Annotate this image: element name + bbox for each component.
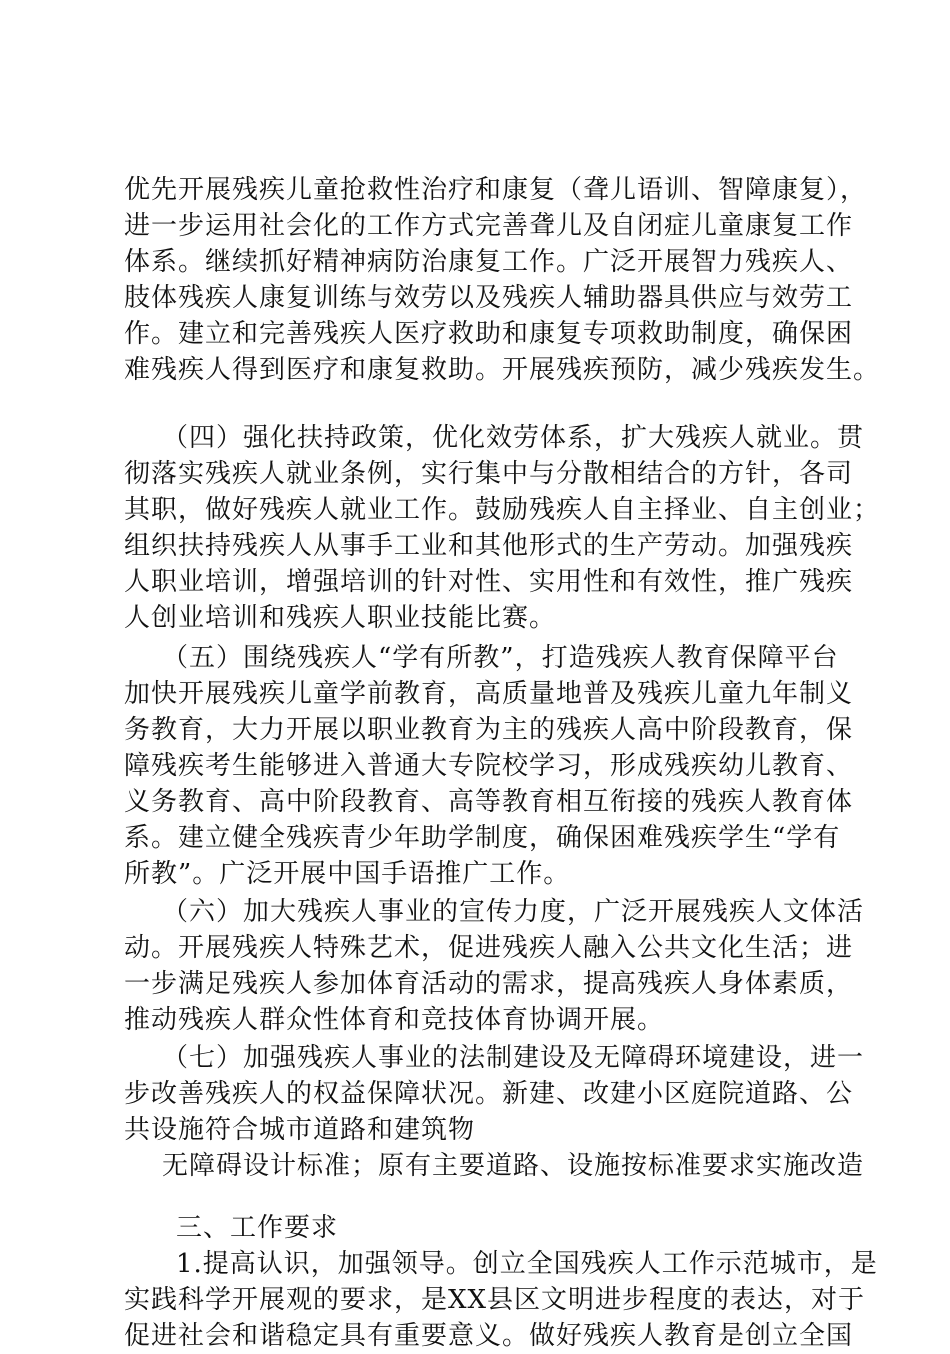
paragraph-line: 推动残疾人群众性体育和竞技体育协调开展。 — [124, 1005, 665, 1035]
paragraph-line: （五）围绕残疾人“学有所教”，打造残疾人教育保障平台 — [162, 643, 839, 673]
paragraph-line: 障残疾考生能够进入普通大专院校学习，形成残疾幼儿教育、 — [124, 751, 854, 781]
paragraph-line: 体系。继续抓好精神病防治康复工作。广泛开展智力残疾人、 — [124, 247, 854, 277]
paragraph-line: 其职，做好残疾人就业工作。鼓励残疾人自主择业、自主创业； — [124, 495, 881, 525]
paragraph-line: 人创业培训和残疾人职业技能比赛。 — [124, 603, 557, 633]
paragraph-line: 动。开展残疾人特殊艺术，促进残疾人融入公共文化生活；进 — [124, 933, 854, 963]
paragraph-line: 1.提高认识，加强领导。创立全国残疾人工作示范城市，是 — [176, 1249, 878, 1279]
paragraph-line: 共设施符合城市道路和建筑物 — [124, 1115, 476, 1145]
paragraph-line: （七）加强残疾人事业的法制建设及无障碍环境建设，进一 — [162, 1043, 865, 1073]
paragraph-line: 难残疾人得到医疗和康复救助。开展残疾预防，减少残疾发生。 — [124, 355, 881, 385]
paragraph-line: （四）强化扶持政策，优化效劳体系，扩大残疾人就业。贯 — [162, 423, 865, 453]
paragraph-line: 肢体残疾人康复训练与效劳以及残疾人辅助器具供应与效劳工 — [124, 283, 854, 313]
paragraph-line: 无障碍设计标准；原有主要道路、设施按标准要求实施改造 — [162, 1151, 865, 1181]
paragraph-line: 义务教育、高中阶段教育、高等教育相互衔接的残疾人教育体 — [124, 787, 854, 817]
paragraph-line: 彻落实残疾人就业条例，实行集中与分散相结合的方针，各司 — [124, 459, 854, 489]
paragraph-line: 促进社会和谐稳定具有重要意义。做好残疾人教育是创立全国 — [124, 1321, 854, 1351]
paragraph-line: 作。建立和完善残疾人医疗救助和康复专项救助制度，确保困 — [124, 319, 854, 349]
paragraph-line: 优先开展残疾儿童抢救性治疗和康复（聋儿语训、智障康复）， — [124, 175, 868, 205]
section-heading: 三、工作要求 — [176, 1213, 339, 1243]
paragraph-line: 人职业培训，增强培训的针对性、实用性和有效性，推广残疾 — [124, 567, 854, 597]
paragraph-line: 一步满足残疾人参加体育活动的需求，提高残疾人身体素质， — [124, 969, 854, 999]
paragraph-line: 务教育，大力开展以职业教育为主的残疾人高中阶段教育，保 — [124, 715, 854, 745]
paragraph-line: 步改善残疾人的权益保障状况。新建、改建小区庭院道路、公 — [124, 1079, 854, 1109]
paragraph-line: 组织扶持残疾人从事手工业和其他形式的生产劳动。加强残疾 — [124, 531, 854, 561]
paragraph-line: 所教”。广泛开展中国手语推广工作。 — [124, 859, 571, 889]
paragraph-line: 系。建立健全残疾青少年助学制度，确保困难残疾学生“学有 — [124, 823, 841, 853]
paragraph-line: （六）加大残疾人事业的宣传力度，广泛开展残疾人文体活 — [162, 897, 865, 927]
paragraph-line: 加快开展残疾儿童学前教育，高质量地普及残疾儿童九年制义 — [124, 679, 854, 709]
paragraph-line: 进一步运用社会化的工作方式完善聋儿及自闭症儿童康复工作 — [124, 211, 854, 241]
paragraph-line: 实践科学开展观的要求，是XX县区文明进步程度的表达，对于 — [124, 1285, 866, 1315]
